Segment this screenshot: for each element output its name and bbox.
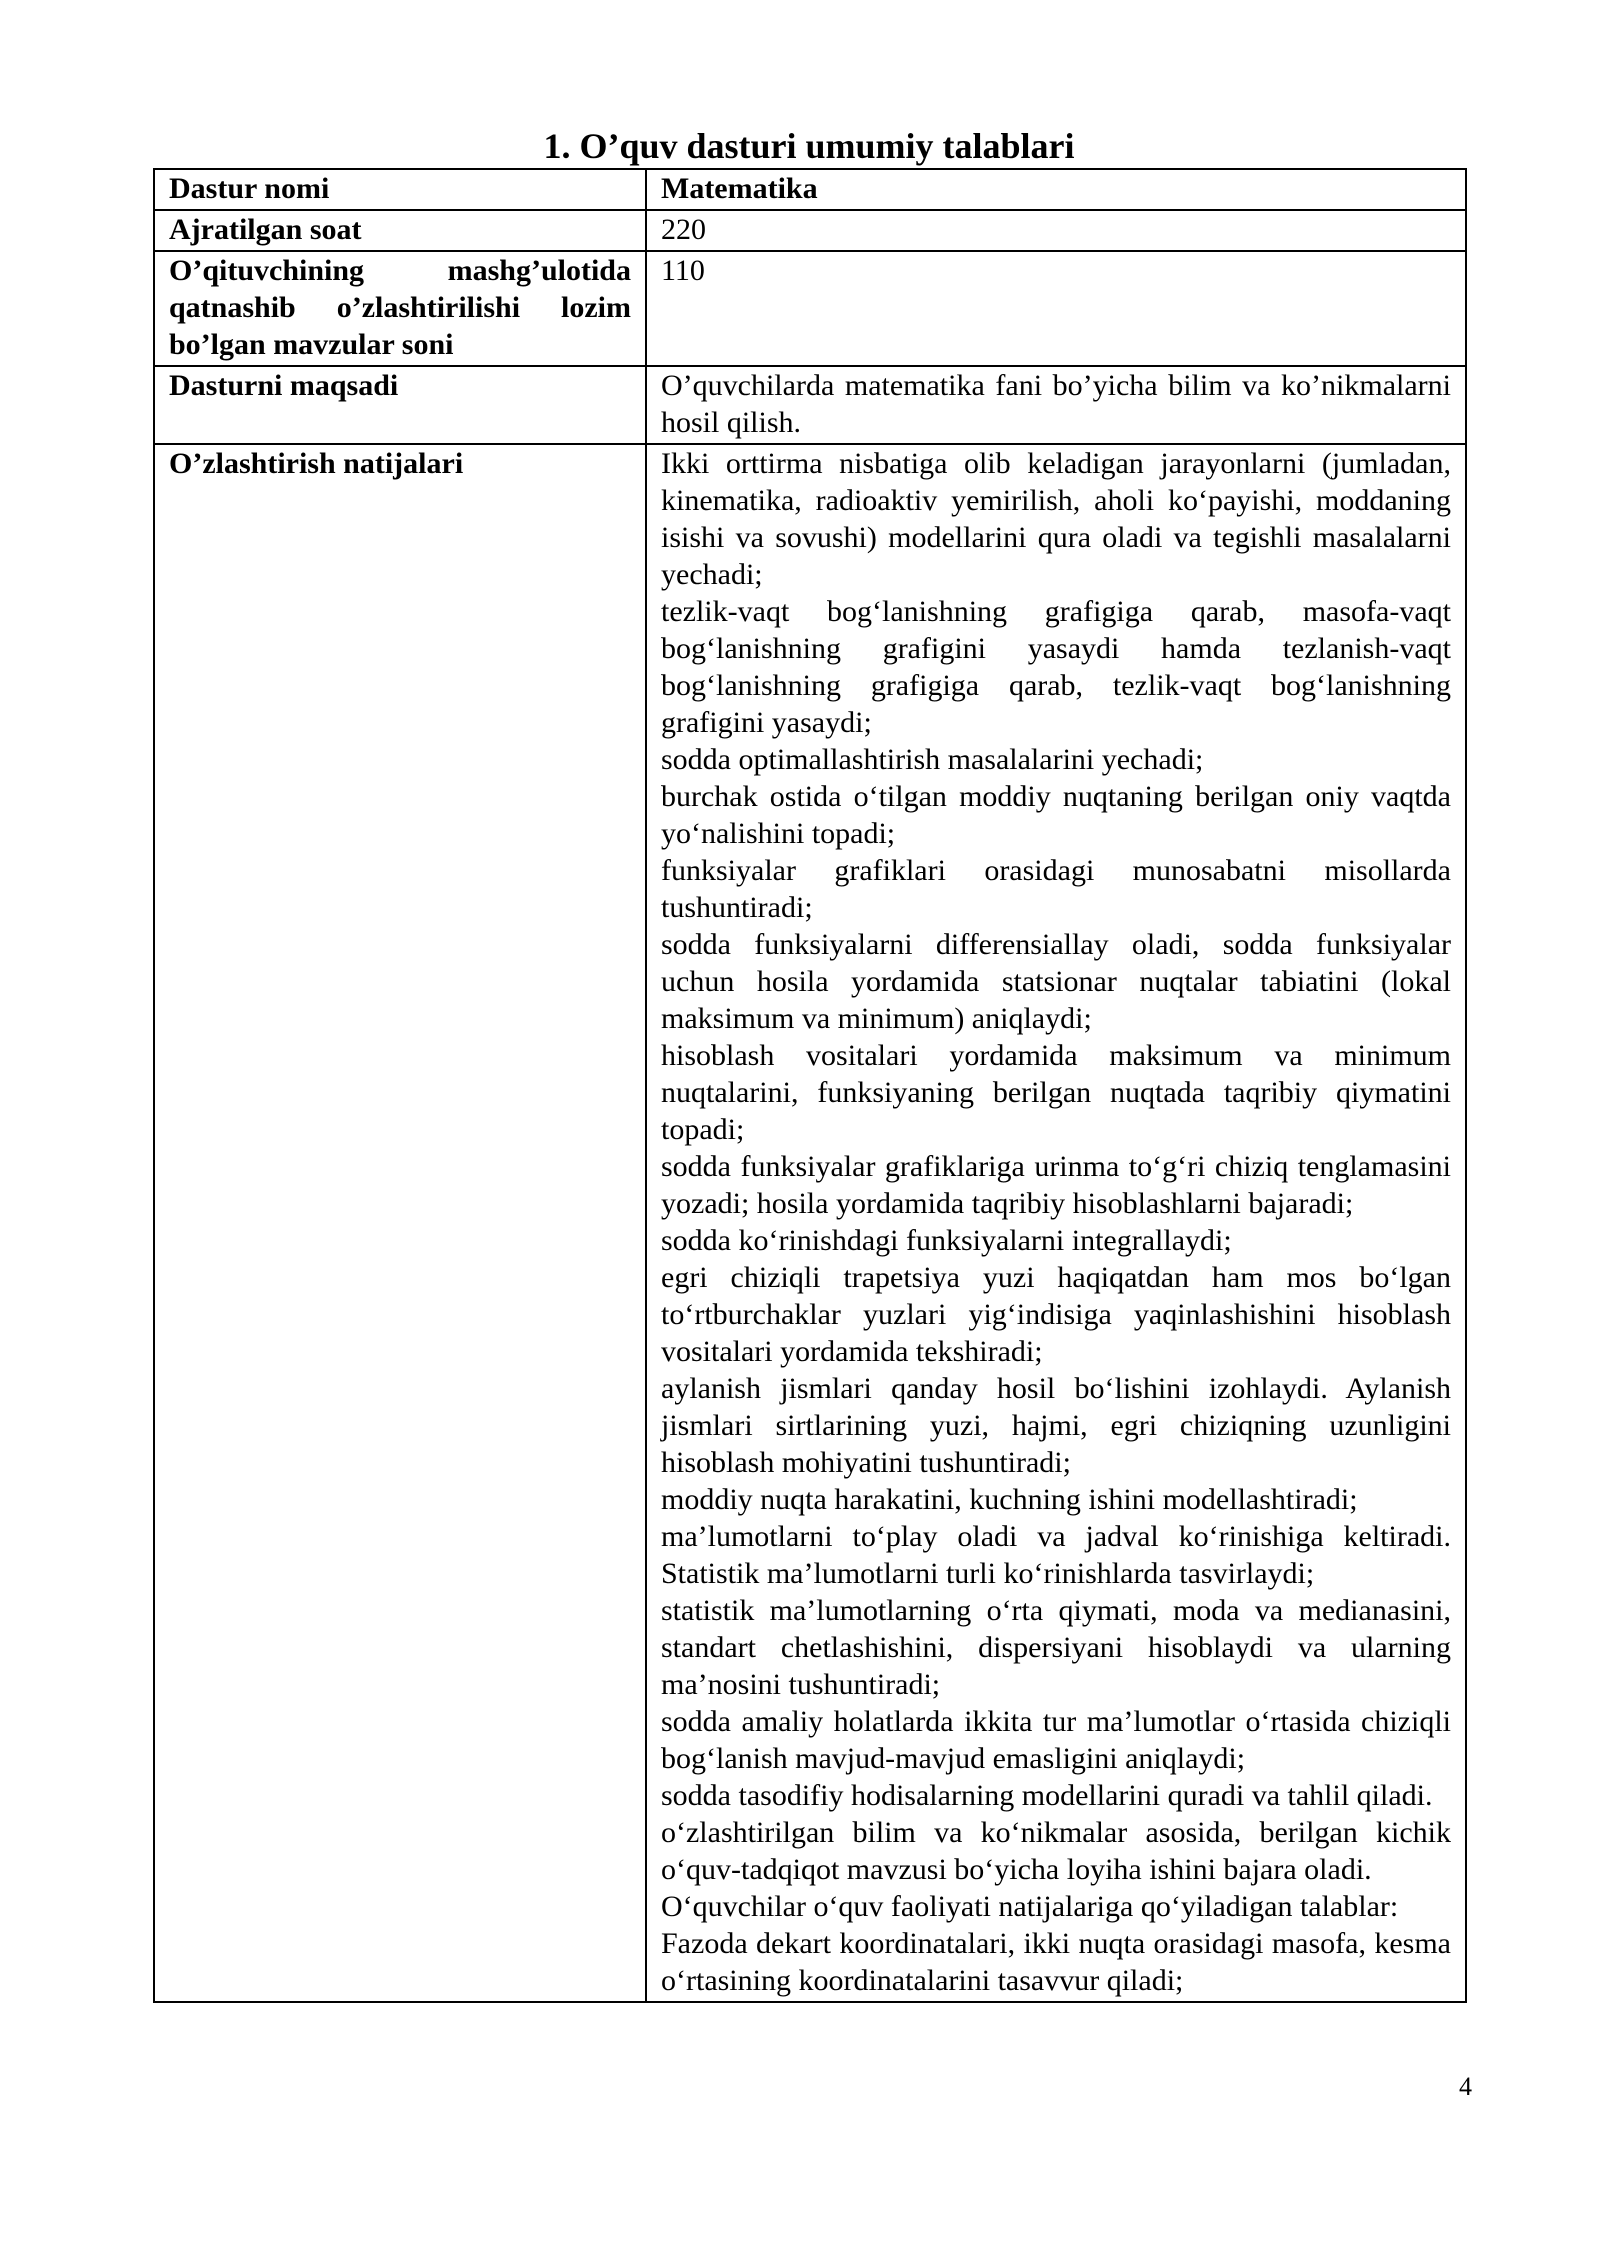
topics-value: 110 xyxy=(646,251,1466,366)
outcome-item: hisoblash vositalari yordamida maksimum va minimum nuqtalarini, funksiyaning berilgan nuqtada taqribiy qiymatini topadi; xyxy=(661,1039,1451,1146)
requirements-table xyxy=(153,168,1467,2003)
goal-value: O’quvchilarda matematika fani bo’yicha bilim va ko’nikmalarni hosil qilish. xyxy=(646,366,1466,444)
outcome-item: egri chiziqli trapetsiya yuzi haqiqatdan ham mos bo‘lgan to‘rtburchaklar yuzlari yig‘indisiga yaqinlashishini hisoblash vositalari yordamida tekshiradi; xyxy=(661,1261,1451,1368)
outcome-item: O‘quvchilar o‘quv faoliyati natijalariga qo‘yiladigan talablar: xyxy=(661,1890,1399,1923)
outcome-item: sodda optimallashtirish masalalarini yechadi; xyxy=(661,743,1204,776)
topics-label-line: bo’lgan mavzular soni xyxy=(169,328,454,361)
table-row-hours xyxy=(154,210,1466,251)
outcome-item: Ikki orttirma nisbatiga olib keladigan jarayonlarni (jumladan, kinematika, radioaktiv yemirilish, aholi ko‘payishi, moddaning isishi va sovushi) modellarini qura oladi va tegishli masalalarni yechadi; xyxy=(661,447,1451,591)
outcome-item: tezlik-vaqt bog‘lanishning grafigiga qarab, masofa-vaqt bog‘lanishning grafigini yasaydi hamda tezlanish-vaqt bog‘lanishning grafigiga qarab, tezlik-vaqt bog‘lanishning grafigini yasaydi; xyxy=(661,595,1451,739)
table-row-goal xyxy=(154,366,1466,444)
outcome-item: aylanish jismlari qanday hosil bo‘lishini izohlaydi. Aylanish jismlari sirtlarining yuzi, hajmi, egri chiziqning uzunligini hisoblash mohiyatini tushuntiradi; xyxy=(661,1372,1451,1479)
goal-label: Dasturni maqsadi xyxy=(154,366,646,444)
table-row-program-name xyxy=(154,169,1466,210)
outcome-item: moddiy nuqta harakatini, kuchning ishini modellashtiradi; xyxy=(661,1483,1358,1516)
page-title: 1. O’quv dasturi umumiy talablari xyxy=(543,126,1075,166)
outcome-item: sodda funksiyalar grafiklariga urinma to‘g‘ri chiziq tenglamasini yozadi; hosila yordamida taqribiy hisoblashlarni bajaradi; xyxy=(661,1150,1451,1220)
hours-value: 220 xyxy=(646,210,1466,251)
outcome-item: sodda amaliy holatlarda ikkita tur ma’lumotlar o‘rtasida chiziqli bog‘lanish mavjud-mavjud emasligini aniqlaydi; xyxy=(661,1705,1451,1775)
outcome-item: sodda ko‘rinishdagi funksiyalarni integrallaydi; xyxy=(661,1224,1232,1257)
outcome-item: sodda funksiyalarni differensiallay oladi, sodda funksiyalar uchun hosila yordamida statsionar nuqtalar tabiatini (lokal maksimum va minimum) aniqlaydi; xyxy=(661,928,1451,1035)
table-row-topics xyxy=(154,251,1466,366)
outcome-item: o‘zlashtirilgan bilim va ko‘nikmalar asosida, berilgan kichik o‘quv-tadqiqot mavzusi bo‘yicha loyiha ishini bajara oladi. xyxy=(661,1816,1451,1886)
outcome-item: burchak ostida o‘tilgan moddiy nuqtaning berilgan oniy vaqtda yo‘nalishini topadi; xyxy=(661,780,1451,850)
outcome-item: funksiyalar grafiklari orasidagi munosabatni misollarda tushuntiradi; xyxy=(661,854,1451,924)
program-name-label: Dastur nomi xyxy=(154,169,646,210)
outcome-item: Fazoda dekart koordinatalari, ikki nuqta orasidagi masofa, kesma o‘rtasining koordinatalarini tasavvur qiladi; xyxy=(661,1927,1451,1997)
outcome-item: statistik ma’lumotlarning o‘rta qiymati, moda va medianasini, standart chetlashishini, dispersiyani hisoblaydi va ularning ma’nosini tushuntiradi; xyxy=(661,1594,1451,1701)
topics-label xyxy=(154,251,646,366)
outcome-item: sodda tasodifiy hodisalarning modellarini quradi va tahlil qiladi. xyxy=(661,1779,1433,1812)
table-row-outcomes xyxy=(154,444,1466,2002)
page-number: 4 xyxy=(1459,2072,1472,2101)
hours-label: Ajratilgan soat xyxy=(154,210,646,251)
topics-label-line: qatnashib o’zlashtirilishi lozim xyxy=(169,291,631,324)
outcomes-label: O’zlashtirish natijalari xyxy=(154,444,646,2002)
topics-label-line: O’qituvchining mashg’ulotida xyxy=(169,254,631,287)
program-name-value: Matematika xyxy=(646,169,1466,210)
outcomes-list xyxy=(646,444,1466,2002)
outcome-item: ma’lumotlarni to‘play oladi va jadval ko‘rinishiga keltiradi. Statistik ma’lumotlarni turli ko‘rinishlarda tasvirlaydi; xyxy=(661,1520,1451,1590)
